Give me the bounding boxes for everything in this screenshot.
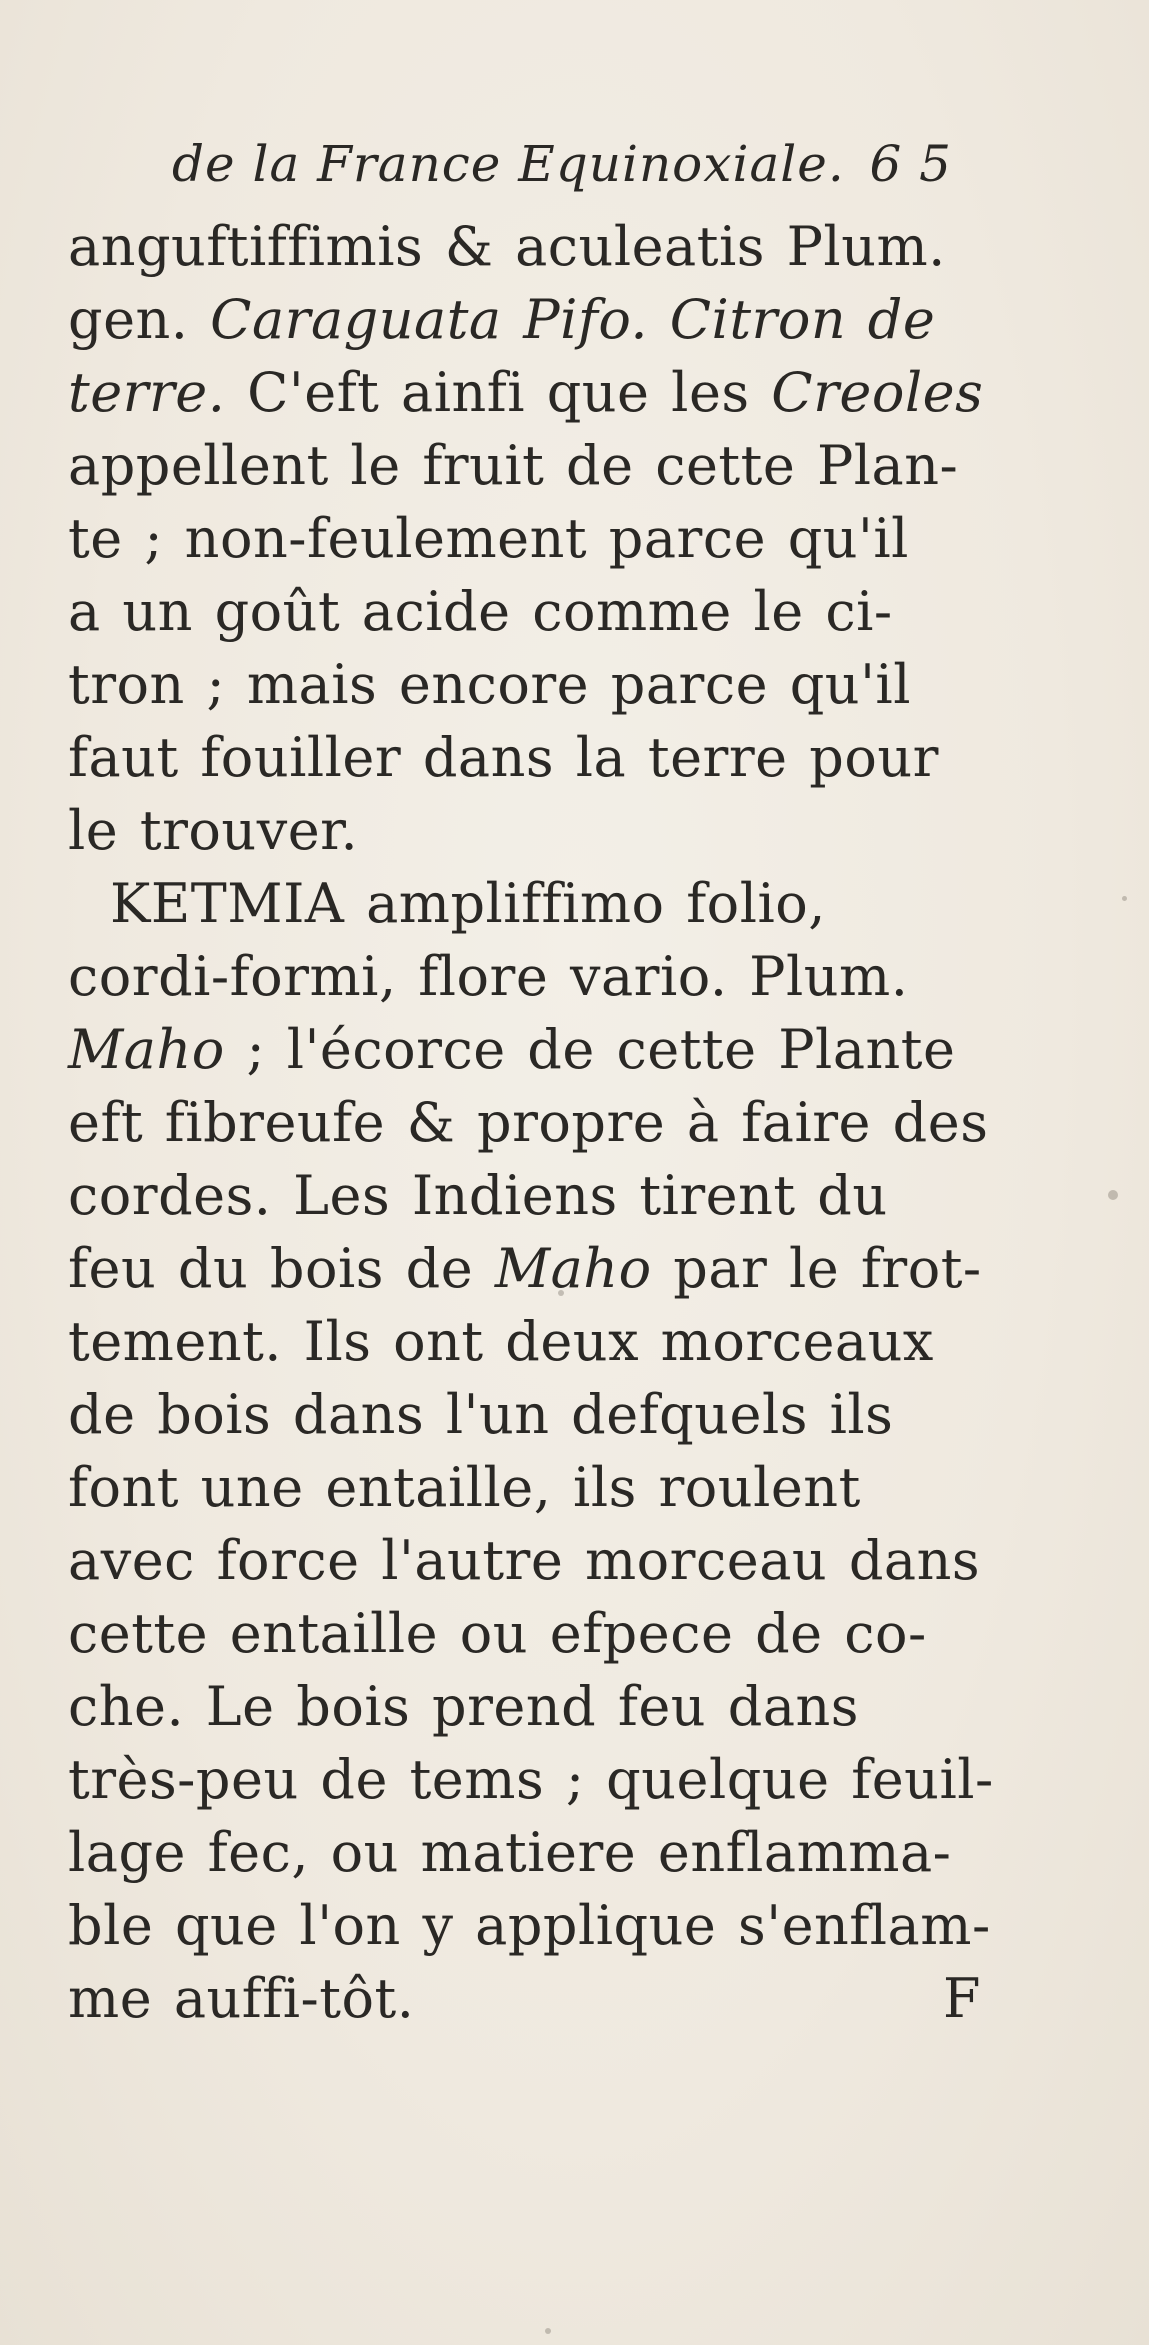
text-line xyxy=(68,940,988,1013)
text-run: ; l'écorce de cette Plante xyxy=(224,1018,956,1081)
text-line xyxy=(68,1962,988,2035)
text-line xyxy=(68,1013,988,1086)
text-run: très-peu de tems ; quelque feuil- xyxy=(68,1748,994,1811)
text-run: tement. Ils ont deux morceaux xyxy=(68,1310,934,1373)
text-run: a un goût acide comme le ci- xyxy=(68,580,893,643)
text-run: tron ; mais encore parce qu'il xyxy=(68,653,911,716)
italic-run: terre. xyxy=(68,361,226,424)
text-line xyxy=(68,1086,988,1159)
text-run: le trouver. xyxy=(68,799,359,862)
text-line xyxy=(68,648,988,721)
text-line xyxy=(68,1524,988,1597)
text-run: anguftiffimis & aculeatis Plum. xyxy=(68,215,946,278)
text-run: avec force l'autre morceau dans xyxy=(68,1529,981,1592)
text-line xyxy=(68,1378,988,1451)
signature-mark: F xyxy=(943,1967,981,2030)
text-line xyxy=(68,1159,988,1232)
text-line xyxy=(68,721,988,794)
text-line xyxy=(68,429,988,502)
ink-speck xyxy=(1108,1190,1118,1200)
ink-speck xyxy=(545,2328,551,2334)
text-run: cordes. Les Indiens tirent du xyxy=(68,1164,888,1227)
text-run: feu du bois de xyxy=(68,1237,495,1300)
text-line xyxy=(68,1816,988,1889)
text-run: gen. xyxy=(68,288,211,351)
body-text xyxy=(68,210,994,2035)
italic-run: Caraguata Pifo. Citron de xyxy=(210,288,936,351)
italic-run: Maho xyxy=(68,1018,225,1081)
italic-run: Maho xyxy=(494,1237,652,1300)
text-run: KETMIA ampliffimo folio, xyxy=(110,872,826,935)
text-line xyxy=(68,502,988,575)
text-run: che. Le bois prend feu dans xyxy=(68,1675,860,1738)
text-run: C'eft ainfi que les xyxy=(225,361,772,424)
running-header xyxy=(172,135,952,205)
text-line xyxy=(68,575,988,648)
text-line xyxy=(68,1232,988,1305)
text-line xyxy=(68,356,988,429)
text-line xyxy=(68,1889,991,1962)
text-run: de bois dans l'un defquels ils xyxy=(68,1383,894,1446)
text-run: ble que l'on y applique s'enflam- xyxy=(68,1894,991,1957)
text-line xyxy=(68,794,988,867)
text-line xyxy=(68,1670,988,1743)
text-line xyxy=(68,867,988,940)
text-run: cette entaille ou efpece de co- xyxy=(68,1602,927,1665)
text-run: cordi-formi, flore vario. Plum. xyxy=(68,945,909,1008)
text-run: faut fouiller dans la terre pour xyxy=(68,726,939,789)
text-line xyxy=(68,1305,988,1378)
text-run: font une entaille, ils roulent xyxy=(68,1456,861,1519)
text-line xyxy=(68,283,988,356)
ink-speck xyxy=(558,1290,564,1296)
text-run: me auffi-tôt. xyxy=(68,1967,415,2030)
ink-speck xyxy=(1122,896,1127,901)
text-line xyxy=(68,1451,988,1524)
italic-run: Creoles xyxy=(771,361,984,424)
text-run: appellent le fruit de cette Plan- xyxy=(68,434,959,497)
text-run: te ; non-feulement parce qu'il xyxy=(68,507,909,570)
text-run: lage fec, ou matiere enflamma- xyxy=(68,1821,952,1884)
text-line xyxy=(68,210,988,283)
text-run: par le frot- xyxy=(651,1237,982,1300)
text-line xyxy=(68,1597,988,1670)
text-run: eft fibreufe & propre à faire des xyxy=(68,1091,989,1154)
text-line xyxy=(68,1743,994,1816)
running-title: de la France Equinoxiale. xyxy=(172,135,845,193)
page-number: 6 5 xyxy=(869,135,952,193)
